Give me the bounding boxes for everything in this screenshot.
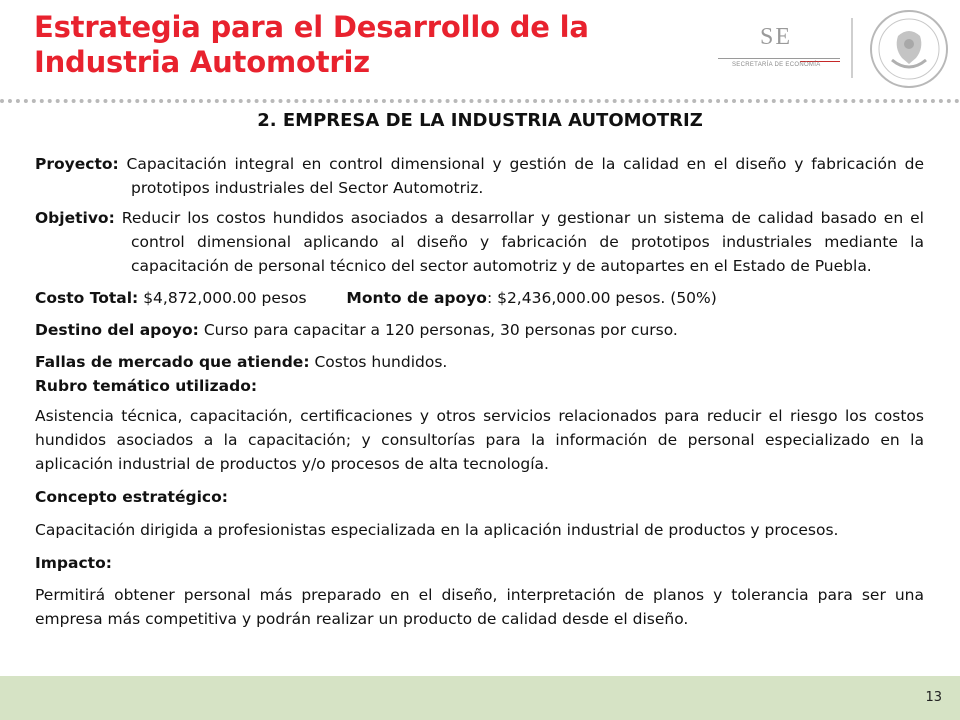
se-logo-subtitle: SECRETARÍA DE ECONOMÍA [732, 62, 821, 68]
footer-bar [0, 676, 960, 720]
monto-value: : $2,436,000.00 pesos. (50%) [486, 289, 717, 307]
national-seal-icon [868, 8, 950, 90]
concepto-label: Concepto estratégico: [35, 488, 228, 506]
header-dotted-separator [0, 99, 960, 103]
fallas-text: Costos hundidos. [314, 353, 448, 371]
proyecto-label: Proyecto: [35, 155, 119, 173]
costo-label: Costo Total: [35, 289, 139, 307]
impacto-label: Impacto: [35, 554, 112, 572]
page-number: 13 [925, 690, 942, 705]
proyecto-paragraph [35, 152, 924, 200]
se-logo [718, 22, 840, 72]
objetivo-paragraph [35, 206, 924, 278]
se-logo-letters: SE [760, 24, 793, 50]
costo-value: $4,872,000.00 pesos [143, 289, 307, 307]
monto-label: Monto de apoyo [346, 289, 487, 307]
header-divider [851, 18, 853, 78]
destino-label: Destino del apoyo: [35, 321, 199, 339]
rubro-text: Asistencia técnica, capacitación, certificaciones y otros servicios relacionados para reducir el riesgo los costos hundidos asociados a la capacitación; y consultorías para la información de personal especializado en la aplicación industrial de productos y/o procesos de alta tecnología. [35, 407, 924, 473]
costo-paragraph [35, 286, 924, 310]
section-heading: 2. EMPRESA DE LA INDUSTRIA AUTOMOTRIZ [257, 110, 703, 131]
fallas-label: Fallas de mercado que atiende: [35, 353, 310, 371]
destino-paragraph [35, 318, 924, 342]
objetivo-text: Reducir los costos hundidos asociados a desarrollar y gestionar un sistema de calidad basado en el control dimensional aplicando al diseño y fabricación de prototipos industriales mediante la capacitación de personal técnico del sector automotriz y de autopartes en el Estado de Puebla. [121, 209, 924, 275]
rubro-label: Rubro temático utilizado: [35, 377, 258, 395]
concepto-text: Capacitación dirigida a profesionistas especializada en la aplicación industrial de productos y procesos. [35, 521, 839, 539]
destino-text: Curso para capacitar a 120 personas, 30 personas por curso. [203, 321, 678, 339]
objetivo-label: Objetivo: [35, 209, 115, 227]
se-logo-line [718, 58, 840, 59]
project-details [35, 152, 924, 631]
proyecto-text: Capacitación integral en control dimensional y gestión de la calidad en el diseño y fabricación de prototipos industriales del Sector Automotriz. [126, 155, 924, 197]
slide-title: Estrategia para el Desarrollo de la Industria Automotriz [34, 10, 589, 79]
fallas-paragraph [35, 350, 924, 374]
impacto-text: Permitirá obtener personal más preparado en el diseño, interpretación de planos y tolerancia para ser una empresa más competitiva y podrán realizar un producto de calidad desde el diseño. [35, 586, 924, 628]
